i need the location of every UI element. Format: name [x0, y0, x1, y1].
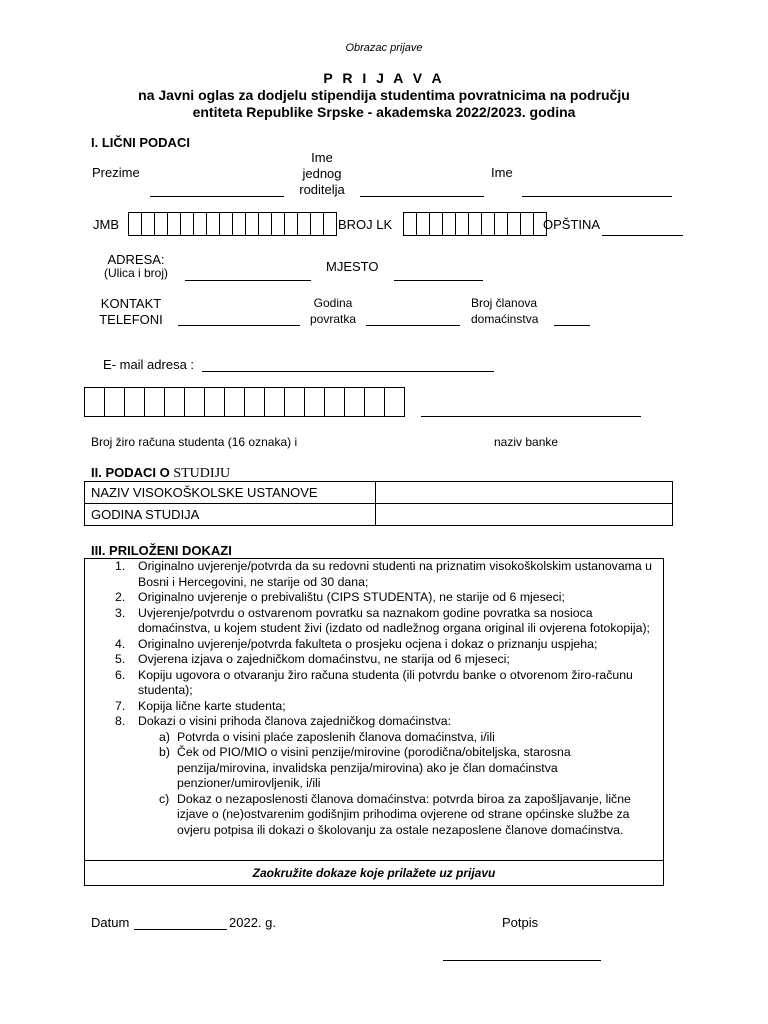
jmb-digit-box[interactable]: [311, 213, 324, 235]
jmb-digit-box[interactable]: [324, 213, 337, 235]
item-text: Uvjerenje/potvrdu o ostvarenom povratku sa naznakom godine povratka sa nosioca domaćinstva, u kojem student živi (izdato od nadležnog organa original ili ovjerena fotokopija);: [138, 605, 650, 635]
household-label-2: domaćinstva: [471, 312, 539, 326]
account-digit-box[interactable]: [225, 388, 245, 416]
signature-field[interactable]: [443, 960, 601, 961]
account-digit-box[interactable]: [185, 388, 205, 416]
list-item[interactable]: [85, 606, 663, 637]
id-card-digit-box[interactable]: [456, 213, 469, 235]
item-number: 1.: [115, 559, 126, 573]
jmb-digit-box[interactable]: [259, 213, 272, 235]
household-count-field[interactable]: [554, 325, 590, 326]
id-card-digit-box[interactable]: [521, 213, 534, 235]
jmb-boxes[interactable]: [128, 212, 337, 236]
study-year-label: GODINA STUDIJA: [85, 504, 376, 526]
return-year-field[interactable]: [366, 325, 460, 326]
municipality-label: OPŠTINA: [543, 217, 601, 232]
item-number: 3.: [115, 605, 126, 620]
municipality-field[interactable]: [602, 235, 683, 236]
section-documents-title: III. PRILOŽENI DOKAZI: [91, 543, 232, 558]
documents-footer-note: Zaokružite dokaze koje prilažete uz prijavu: [85, 860, 663, 885]
sub-item-text: Potvrda o visini plaće zaposlenih članova domaćinstva, i/ili: [177, 729, 495, 744]
list-item[interactable]: [85, 652, 663, 668]
documents-box: [84, 558, 664, 886]
account-digit-box[interactable]: [325, 388, 345, 416]
place-field[interactable]: [394, 280, 483, 281]
form-title: P R I J A V A: [323, 70, 445, 86]
study-table: [84, 481, 673, 526]
place-label: MJESTO: [326, 259, 379, 274]
parent-name-label-3: roditelja: [299, 182, 345, 197]
address-sublabel: (Ulica i broj): [103, 266, 168, 280]
documents-list: [85, 559, 663, 838]
account-digit-box[interactable]: [385, 388, 405, 416]
id-card-digit-box[interactable]: [469, 213, 482, 235]
account-digit-box[interactable]: [85, 388, 105, 416]
item-number: 5.: [115, 652, 126, 666]
list-item[interactable]: [85, 637, 663, 653]
account-digit-box[interactable]: [265, 388, 285, 416]
name-label: Ime: [491, 165, 513, 180]
jmb-digit-box[interactable]: [181, 213, 194, 235]
account-digit-box[interactable]: [345, 388, 365, 416]
item-text: Originalno uvjerenje/potvrda fakulteta o prosjeku ocjena i dokaz o priznanju uspjeha;: [138, 636, 598, 651]
account-digit-box[interactable]: [125, 388, 145, 416]
form-subtitle-line-2: entiteta Republike Srpske - akademska 2022/2023. godina: [192, 104, 576, 120]
item-text: Ovjerena izjava o zajedničkom domaćinstvu, ne starija od 6 mjeseci;: [138, 652, 510, 666]
sub-list-item[interactable]: [85, 792, 663, 839]
jmb-digit-box[interactable]: [285, 213, 298, 235]
address-label: ADRESA:: [107, 252, 165, 267]
sub-item-text: Ček od PIO/MIO o visini penzije/mirovine (porodična/obiteljska, starosna penzija/mirovina, invalidska penzija/mirovina) ako je član domaćinstva penzioner/umirovljenik, i/ili: [177, 745, 571, 790]
item-number: 4.: [115, 636, 126, 651]
item-number: 7.: [115, 698, 126, 713]
item-number: 8.: [115, 714, 126, 728]
account-digit-box[interactable]: [285, 388, 305, 416]
id-card-digit-box[interactable]: [482, 213, 495, 235]
sub-item-letter: b): [159, 745, 170, 759]
jmb-digit-box[interactable]: [246, 213, 259, 235]
jmb-digit-box[interactable]: [207, 213, 220, 235]
phones-label-2: TELEFONI: [99, 312, 163, 327]
sub-item-text: Dokaz o nezaposlenosti članova domaćinstva: potvrda biroa za zapošljavanje, lične izjave o (ne)ostvarenim godišnjim prihodima ovjerene od strane općinske službe za ovjeru potpisa ili dokazi o školovanju za ostale nezaposlene članove domaćinstva.: [177, 791, 631, 837]
section-study-title-serif: STUDIJU: [173, 466, 231, 481]
surname-label: Prezime: [92, 165, 140, 180]
list-item[interactable]: [85, 714, 663, 730]
account-digit-box[interactable]: [205, 388, 225, 416]
form-subtitle-line-1: na Javni oglas za dodjelu stipendija studentima povratnicima na području: [138, 87, 630, 103]
item-text: Kopija lične karte studenta;: [138, 698, 286, 713]
id-card-boxes[interactable]: [403, 212, 547, 236]
account-digit-box[interactable]: [245, 388, 265, 416]
item-text: Originalno uvjerenje o prebivalištu (CIPS STUDENTA), ne starije od 6 mjeseci;: [138, 590, 565, 604]
parent-name-field[interactable]: [360, 196, 484, 197]
year-suffix: 2022. g.: [229, 915, 276, 930]
jmb-digit-box[interactable]: [142, 213, 155, 235]
study-year-value-cell[interactable]: [376, 504, 673, 526]
sub-list-item[interactable]: [85, 730, 663, 746]
table-row: [85, 504, 673, 526]
phones-label-1: KONTAKT: [100, 296, 162, 311]
section-study-title-bold: II. PODACI O: [91, 465, 174, 480]
account-number-boxes[interactable]: [84, 387, 405, 417]
institution-label: NAZIV VISOKOŠKOLSKE USTANOVE: [85, 482, 376, 504]
jmb-label: JMB: [93, 217, 119, 232]
sub-item-letter: a): [159, 729, 170, 744]
account-digit-box[interactable]: [145, 388, 165, 416]
table-row: [85, 482, 673, 504]
email-field[interactable]: [202, 371, 494, 372]
jmb-digit-box[interactable]: [155, 213, 168, 235]
email-label: E- mail adresa :: [103, 357, 195, 372]
sub-list-item[interactable]: [85, 745, 663, 792]
item-number: 2.: [115, 590, 126, 604]
jmb-digit-box[interactable]: [233, 213, 246, 235]
jmb-digit-box[interactable]: [272, 213, 285, 235]
account-digit-box[interactable]: [365, 388, 385, 416]
section-personal-title: I. LIČNI PODACI: [91, 135, 190, 150]
parent-name-label-1: Ime: [311, 150, 333, 165]
jmb-digit-box[interactable]: [220, 213, 233, 235]
item-text: Kopiju ugovora o otvaranju žiro računa studenta (ili potvrdu banke o otvorenom žiro-računu studenta);: [138, 667, 633, 697]
list-item[interactable]: [85, 699, 663, 715]
surname-field[interactable]: [150, 196, 284, 197]
item-text: Originalno uvjerenje/potvrda da su redovni studenti na priznatim visokoškolskim ustanovama u Bosni i Hercegovini, ne starije od 30 dana;: [138, 559, 653, 589]
account-digit-box[interactable]: [105, 388, 125, 416]
id-card-label: BROJ LK: [338, 217, 393, 232]
id-card-digit-box[interactable]: [430, 213, 443, 235]
bank-name-field[interactable]: [421, 416, 641, 417]
signature-label: Potpis: [502, 915, 539, 930]
address-field[interactable]: [185, 280, 311, 281]
id-card-digit-box[interactable]: [508, 213, 521, 235]
id-card-digit-box[interactable]: [417, 213, 430, 235]
jmb-digit-box[interactable]: [129, 213, 142, 235]
jmb-digit-box[interactable]: [194, 213, 207, 235]
phones-field[interactable]: [178, 325, 300, 326]
date-field[interactable]: [134, 929, 227, 930]
form-caption: Obrazac prijave: [345, 42, 423, 54]
household-label-1: Broj članova: [471, 296, 538, 310]
institution-value-cell[interactable]: [376, 482, 673, 504]
list-item[interactable]: [85, 668, 663, 699]
id-card-digit-box[interactable]: [404, 213, 417, 235]
item-number: 6.: [115, 667, 126, 682]
account-label: Broj žiro računa studenta (16 oznaka) i: [91, 435, 298, 449]
account-digit-box[interactable]: [165, 388, 185, 416]
id-card-digit-box[interactable]: [495, 213, 508, 235]
item-text: Dokazi o visini prihoda članova zajedničkog domaćinstva:: [138, 714, 452, 728]
parent-name-label-2: jednog: [302, 166, 342, 181]
id-card-digit-box[interactable]: [443, 213, 456, 235]
account-digit-box[interactable]: [305, 388, 325, 416]
name-field[interactable]: [522, 196, 672, 197]
section-study-title: [91, 464, 230, 482]
list-item[interactable]: [85, 559, 663, 590]
bank-label: naziv banke: [494, 435, 559, 449]
list-item[interactable]: [85, 590, 663, 606]
return-year-label-1: Godina: [313, 296, 353, 310]
jmb-digit-box[interactable]: [168, 213, 181, 235]
return-year-label-2: povratka: [309, 312, 357, 326]
sub-item-letter: c): [159, 791, 170, 806]
date-label: Datum: [91, 915, 130, 930]
jmb-digit-box[interactable]: [298, 213, 311, 235]
